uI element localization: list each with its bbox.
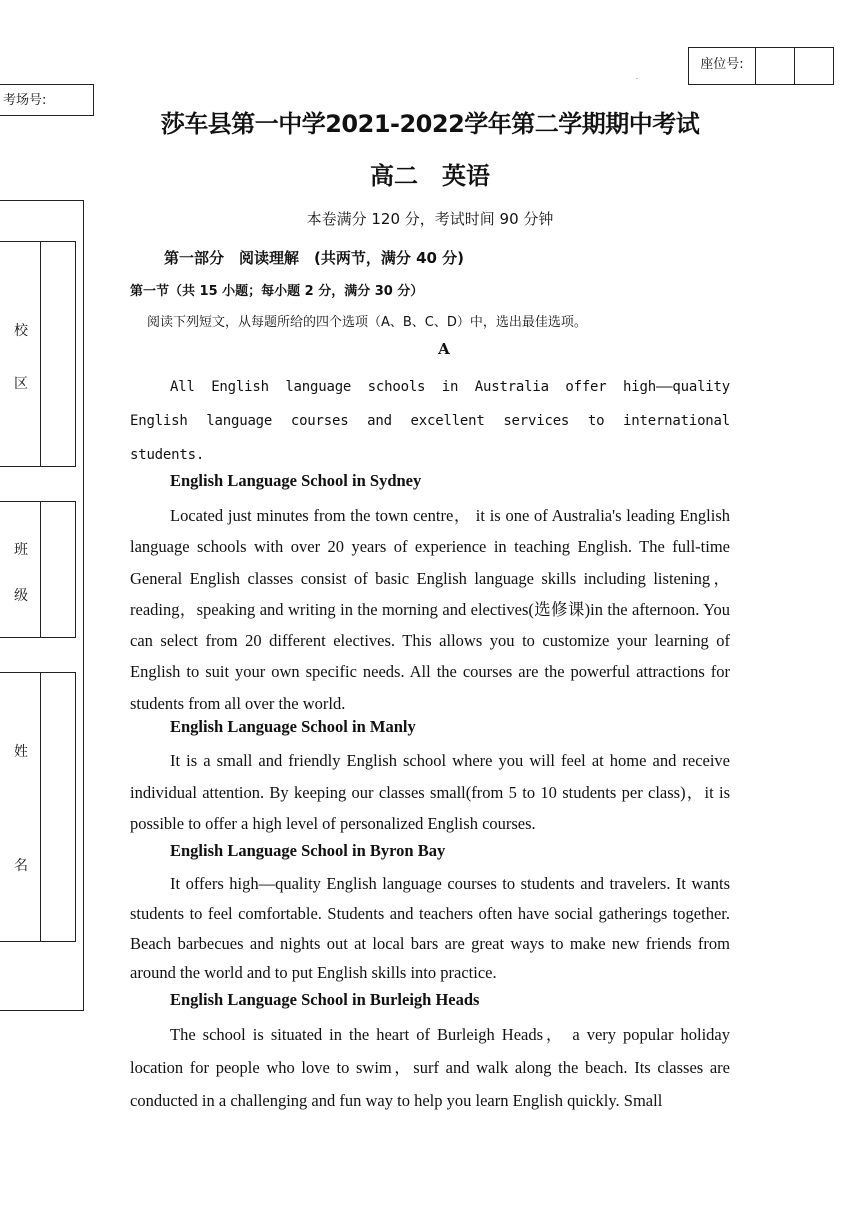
school-heading: English Language School in Byron Bay: [170, 841, 446, 860]
class-field[interactable]: [0, 501, 76, 638]
binding-strip: [0, 200, 84, 1011]
seat-number-cell[interactable]: [756, 48, 795, 84]
exam-subtitle: 高二 英语: [370, 162, 490, 190]
exam-note: 本卷满分 120 分，考试时间 90 分钟: [306, 210, 554, 228]
exam-room-number-box[interactable]: 考场号:: [0, 84, 94, 116]
stray-dot: .: [636, 74, 638, 81]
class-label-char: 班: [14, 542, 28, 558]
instructions: 阅读下列短文，从每题所给的四个选项（A、B、C、D）中，选出最佳选项。: [147, 315, 587, 330]
school-paragraph: The school is situated in the heart of Burleigh Heads， a very popular holiday location for people who love to swim，surf and walk along the beach. Its classes are conducted in a challenging and fun way to help you learn English quickly. Small: [130, 1025, 730, 1110]
seat-number-label: 座位号:: [689, 48, 756, 84]
school-heading: English Language School in Sydney: [170, 471, 422, 490]
field-divider: [40, 673, 41, 941]
seat-number-box: [688, 47, 834, 85]
seat-number-cell[interactable]: [795, 48, 833, 84]
field-divider: [40, 242, 41, 466]
passage-intro: All English language schools in Australia offer high——quality English language courses and excellent services to international students.: [130, 379, 730, 463]
school-paragraph: It offers high—quality English language courses to students and travelers. It wants students to feel comfortable. Students and teachers often have social gatherings together. Beach barbecues and nights out at local bars are great ways to make new friends from around the world and to put English skills into practice.: [130, 874, 730, 983]
name-field[interactable]: [0, 672, 76, 942]
school-field[interactable]: [0, 241, 76, 467]
field-divider: [40, 502, 41, 637]
school-label-char: 区: [14, 376, 28, 392]
passage-label: A: [438, 340, 450, 358]
exam-title: 莎车县第一中学2021-2022学年第二学期期中考试: [160, 110, 700, 138]
part-heading: 第一部分 阅读理解 (共两节，满分 40 分): [164, 249, 465, 267]
name-label-char: 名: [14, 858, 28, 874]
section-heading: 第一节（共 15 小题；每小题 2 分，满分 30 分）: [130, 284, 424, 299]
school-paragraph: Located just minutes from the town centre， it is one of Australia's leading English language schools with over 20 years of experience in teaching English. The full-time General English classes consist of basic English language skills including listening，reading，speaking and writing in the morning and electives(选修课)in the afternoon. You can select from 20 different electives. This allows you to customize your learning of English to suit your own specific needs. All the courses are the powerful attractions for students from all over the world.: [130, 506, 730, 713]
school-paragraph: It is a small and friendly English school where you will feel at home and receive individual attention. By keeping our classes small(from 5 to 10 students per class)，it is possible to offer a high level of personalized English courses.: [130, 751, 730, 833]
school-label-char: 校: [14, 323, 28, 339]
class-label-char: 级: [14, 588, 28, 604]
name-label-char: 姓: [14, 744, 28, 760]
school-heading: English Language School in Burleigh Heads: [170, 990, 480, 1009]
school-heading: English Language School in Manly: [170, 717, 416, 736]
